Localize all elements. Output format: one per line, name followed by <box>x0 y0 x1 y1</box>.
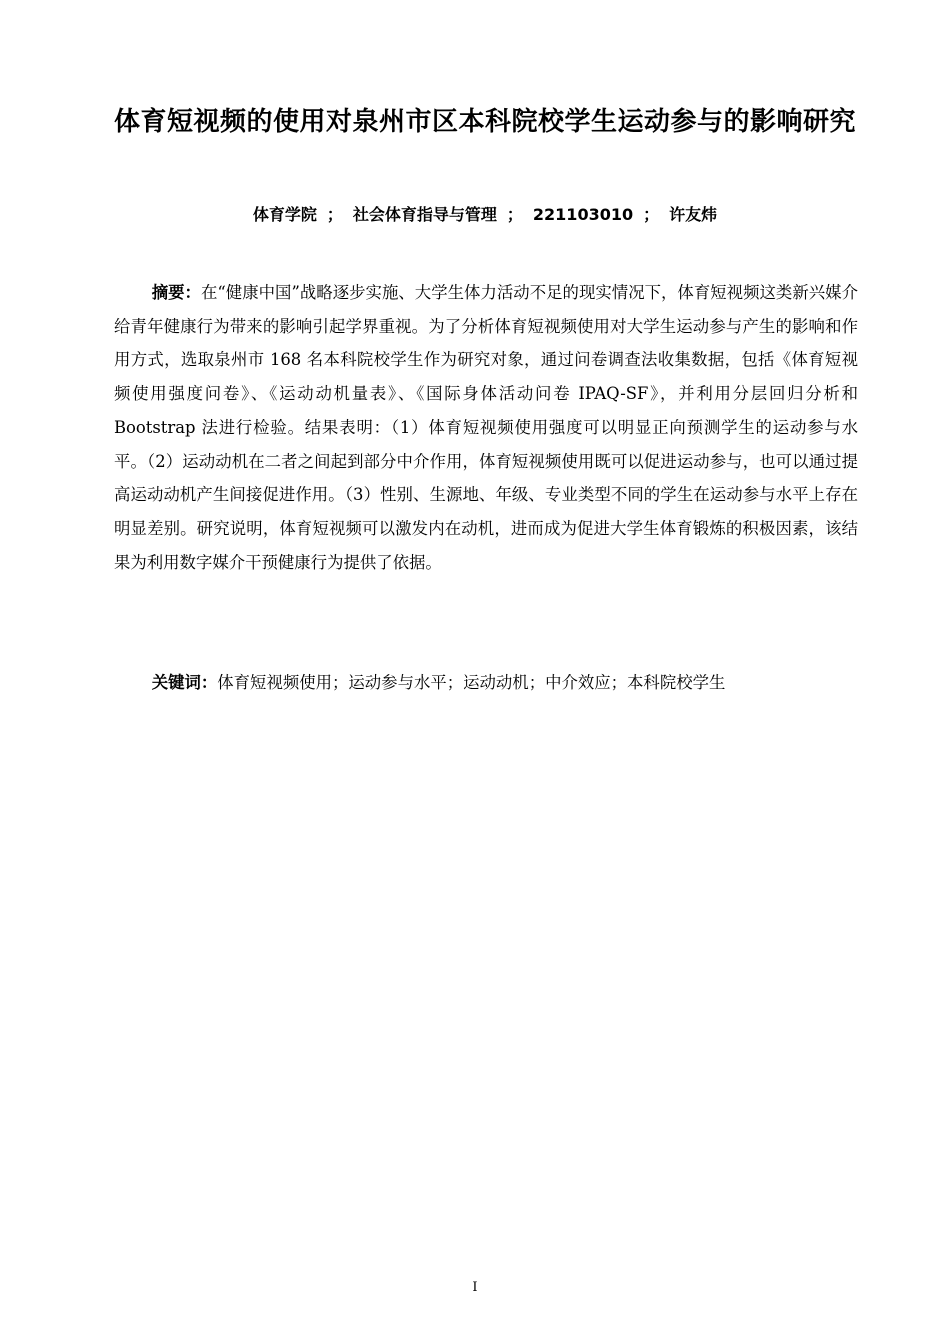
author-separator: ； <box>326 205 343 224</box>
author-college: 体育学院 <box>252 205 317 224</box>
author-separator: ； <box>643 205 660 224</box>
abstract-paragraph <box>114 276 858 579</box>
author-separator: ； <box>506 205 523 224</box>
abstract-label: 摘要： <box>151 283 201 302</box>
author-name: 许友炜 <box>669 205 718 224</box>
author-student-id: 221103010 <box>532 205 634 224</box>
abstract-text: 在“健康中国”战略逐步实施、大学生体力活动不足的现实情况下，体育短视频这类新兴媒介给青年健康行为带来的影响引起学界重视。为了分析体育短视频使用对大学生运动参与产生的影响和作用方式，选取泉州市 168 名本科院校学生作为研究对象，通过问卷调查法收集数据，包括《体育短视频使用强度问卷》、《运动动机量表》、《国际身体活动问卷 IPAQ-SF》，并利用分层回归分析和 Bootstrap 法进行检验。结果表明：（1）体育短视频使用强度可以明显正向预测学生的运动参与水平。（2）运动动机在二者之间起到部分中介作用，体育短视频使用既可以促进运动参与，也可以通过提高运动动机产生间接促进作用。（3）性别、生源地、年级、专业类型不同的学生在运动参与水平上存在明显差别。研究说明，体育短视频可以激发内在动机，进而成为促进大学生体育锻炼的积极因素，该结果为利用数字媒介干预健康行为提供了依据。 <box>114 283 858 572</box>
keywords-paragraph <box>114 666 858 700</box>
author-major: 社会体育指导与管理 <box>352 205 497 224</box>
author-line <box>110 200 860 230</box>
keywords-label: 关键词： <box>151 673 218 692</box>
page-title: 体育短视频的使用对泉州市区本科院校学生运动参与的影响研究 <box>113 107 856 137</box>
keywords-text: 体育短视频使用；运动参与水平；运动动机；中介效应；本科院校学生 <box>217 673 726 692</box>
page-number: I <box>472 1280 478 1295</box>
